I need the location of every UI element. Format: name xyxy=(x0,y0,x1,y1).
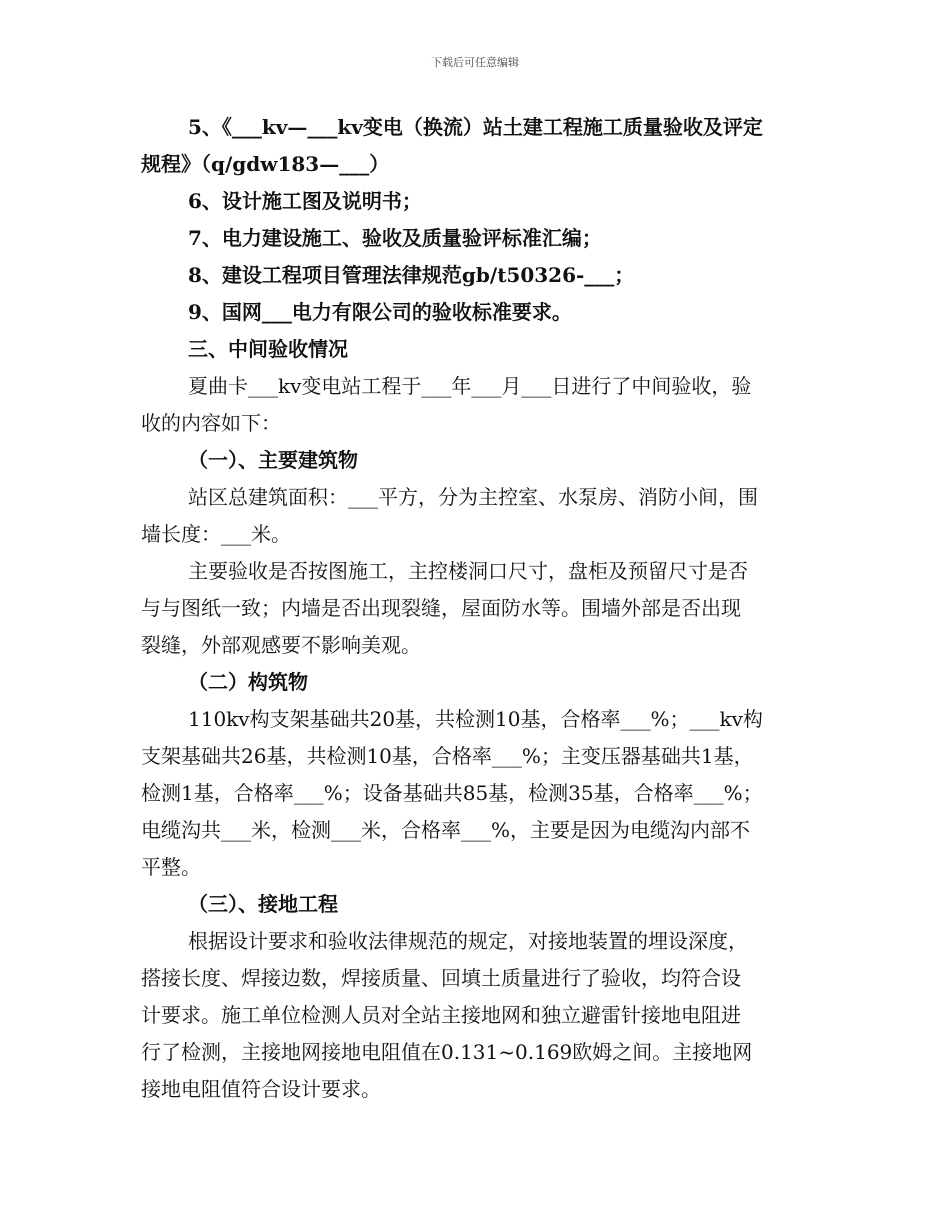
paragraph-line: 夏曲卡___kv变电站工程于___年___月___日进行了中间验收，验 xyxy=(188,374,752,398)
paragraph-line: 主要验收是否按图施工，主控楼洞口尺寸，盘柜及预留尺寸是否 xyxy=(188,559,748,583)
paragraph-line: 收的内容如下： xyxy=(141,411,281,435)
paragraph-line: 检测1基，合格率___%；设备基础共85基，检测35基，合格率___%； xyxy=(141,781,763,805)
page-header: 下载后可任意编辑 xyxy=(431,56,519,69)
ref-item-9: 9、国网___电力有限公司的验收标准要求。 xyxy=(188,300,572,324)
ref-item-6: 6、设计施工图及说明书； xyxy=(188,189,422,213)
paragraph-line: 接地电阻值符合设计要求。 xyxy=(141,1077,381,1101)
paragraph-line: 裂缝，外部观感要不影响美观。 xyxy=(141,633,421,657)
paragraph-line: 行了检测，主接地网接地电阻值在0.131~0.169欧姆之间。主接地网 xyxy=(141,1040,753,1064)
section-heading-3: 三、中间验收情况 xyxy=(188,337,348,361)
subsection-heading-1: （一）、主要建筑物 xyxy=(188,448,358,472)
paragraph-line: 站区总建筑面积：___平方，分为主控室、水泵房、消防小间，围 xyxy=(188,485,758,509)
ref-item-8: 8、建设工程项目管理法律规范gb/t50326-___； xyxy=(188,263,635,287)
paragraph-line: 平整。 xyxy=(141,855,201,879)
subsection-heading-2: （二）构筑物 xyxy=(188,670,308,694)
ref-item-7: 7、电力建设施工、验收及质量验评标准汇编； xyxy=(188,226,602,250)
paragraph-line: 110kv构支架基础共20基，共检测10基，合格率___%；___kv构 xyxy=(188,707,763,731)
paragraph-line: 计要求。施工单位检测人员对全站主接地网和独立避雷针接地电阻进 xyxy=(141,1003,741,1027)
ref-item-5-cont: 规程》（q/gdw183—___） xyxy=(141,152,390,176)
paragraph-line: 墙长度：___米。 xyxy=(141,522,291,546)
paragraph-line: 搭接长度、焊接边数，焊接质量、回填土质量进行了验收，均符合设 xyxy=(141,966,741,990)
subsection-heading-3: （三）、接地工程 xyxy=(188,892,338,916)
paragraph-line: 支架基础共26基，共检测10基，合格率___%；主变压器基础共1基， xyxy=(141,744,754,768)
paragraph-line: 电缆沟共___米，检测___米，合格率___%，主要是因为电缆沟内部不 xyxy=(141,818,751,842)
paragraph-line: 根据设计要求和验收法律规范的规定，对接地装置的埋设深度， xyxy=(188,929,748,953)
ref-item-5: 5、《___kv—___kv变电（换流）站土建工程施工质量验收及评定 xyxy=(188,115,763,139)
paragraph-line: 与与图纸一致；内墙是否出现裂缝，屋面防水等。围墙外部是否出现 xyxy=(141,596,741,620)
